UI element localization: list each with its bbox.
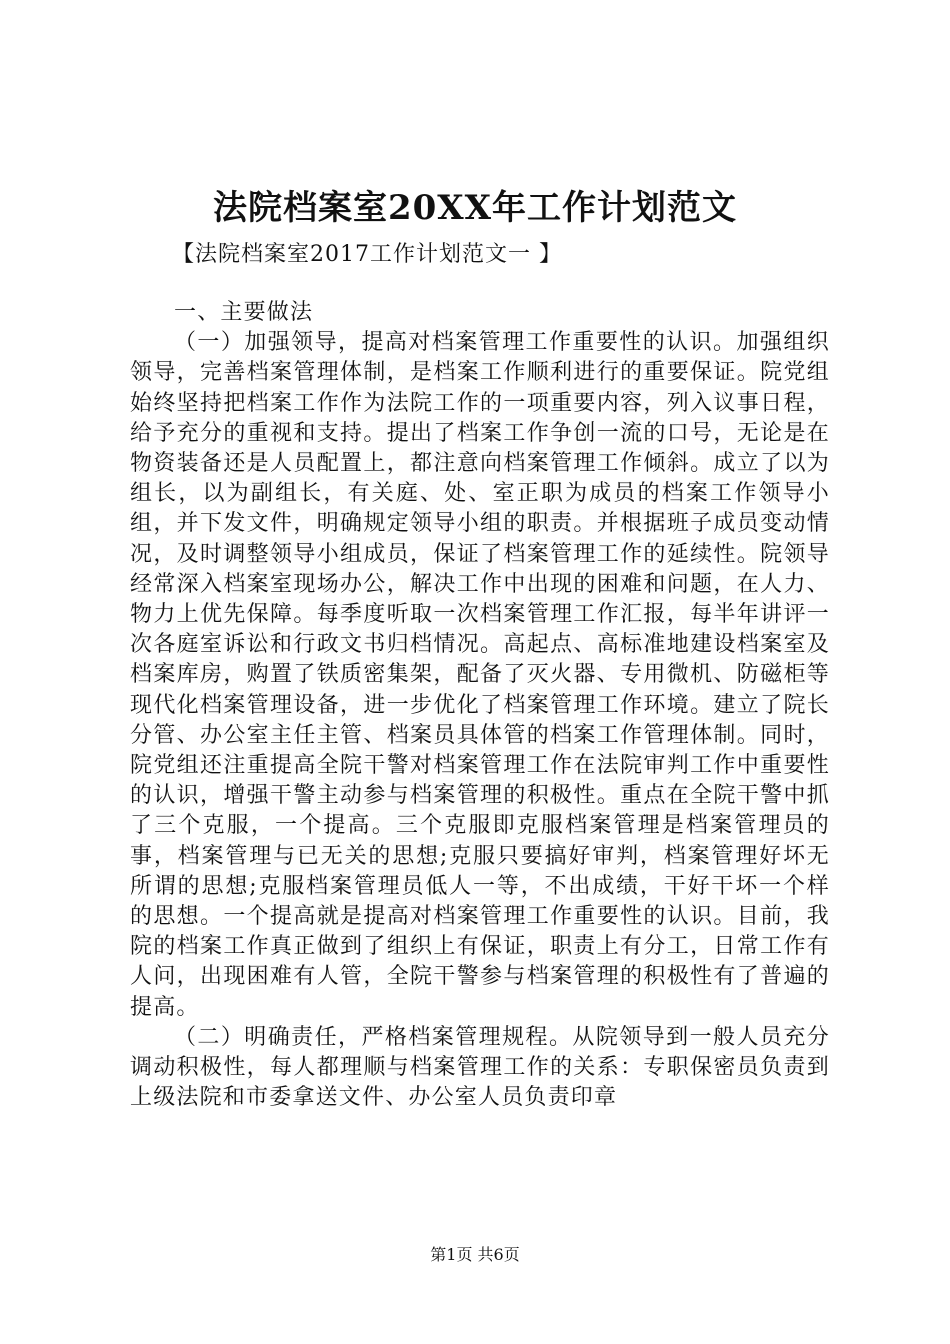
- document-subtitle: 【法院档案室2017工作计划范文一 】: [172, 242, 562, 267]
- paragraph-2: （二）明确责任，严格档案管理规程。从院领导到一般人员充分调动积极性，每人都理顺与档案管理工作的关系：专职保密员负责到上级法院和市委拿送文件、办公室人员负责印章: [130, 1024, 830, 1111]
- document-title: 法院档案室20XX年工作计划范文: [212, 188, 738, 228]
- document-body: [130, 298, 830, 1113]
- page-footer: 第1页 共6页: [430, 1245, 520, 1264]
- paragraph-1: （一）加强领导，提高对档案管理工作重要性的认识。加强组织领导，完善档案管理体制，是档案工作顺利进行的重要保证。院党组始终坚持把档案工作作为法院工作的一项重要内容，列入议事日程，给予充分的重视和支持。提出了档案工作争创一流的口号，无论是在物资装备还是人员配置上，都注意向档案管理工作倾斜。成立了以为组长，以为副组长，有关庭、处、室正职为成员的档案工作领导小组，并下发文件，明确规定领导小组的职责。并根据班子成员变动情况，及时调整领导小组成员，保证了档案管理工作的延续性。院领导经常深入档案室现场办公，解决工作中出现的困难和问题，在人力、物力上优先保障。每季度听取一次档案管理工作汇报，每半年讲评一次各庭室诉讼和行政文书归档情况。高起点、高标准地建设档案室及档案库房，购置了铁质密集架，配备了灭火器、专用微机、防磁柜等现代化档案管理设备，进一步优化了档案管理工作环境。建立了院长分管、办公室主任主管、档案员具体管的档案工作管理体制。同时，院党组还注重提高全院干警对档案管理工作在法院审判工作中重要性的认识，增强干警主动参与档案管理的积极性。重点在全院干警中抓了三个克服，一个提高。三个克服即克服档案管理是档案管理员的事，档案管理与已无关的思想;克服只要搞好审判，档案管理好坏无所谓的思想;克服档案管理员低人一等，不出成绩，干好干坏一个样的思想。一个提高就是提高对档案管理工作重要性的认识。目前，我院的档案工作真正做到了组织上有保证，职责上有分工，日常工作有人问，出现困难有人管，全院干警参与档案管理的积极性有了普遍的提高。: [130, 330, 830, 1020]
- section-heading: 一、主要做法: [174, 300, 314, 325]
